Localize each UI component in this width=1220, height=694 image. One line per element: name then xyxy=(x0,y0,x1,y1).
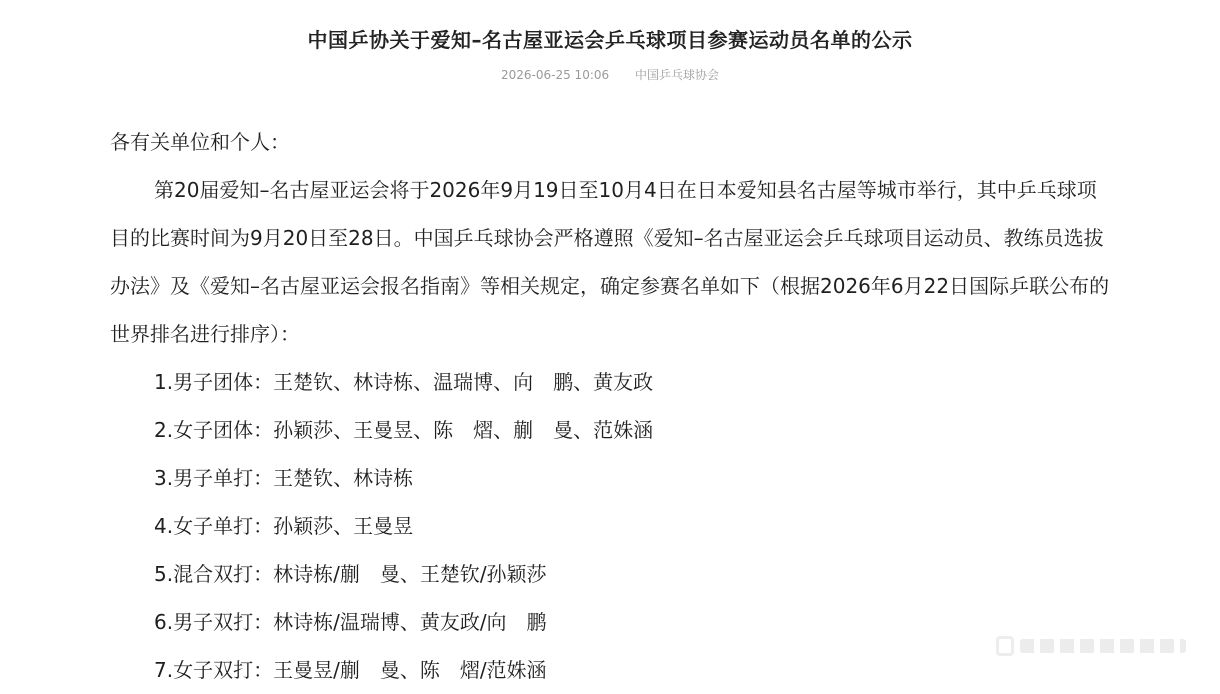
watermark xyxy=(996,632,1186,660)
list-item: 4.女子单打：孙颖莎、王曼昱 xyxy=(154,514,414,538)
article-source: 中国乒乓球协会 xyxy=(634,68,719,82)
list-item: 1.男子团体：王楚钦、林诗栋、温瑞博、向 鹏、黄友政 xyxy=(154,370,654,394)
entry-list xyxy=(110,358,1110,694)
list-item: 6.男子双打：林诗栋/温瑞博、黄友政/向 鹏 xyxy=(154,610,547,634)
list-item: 5.混合双打：林诗栋/蒯 曼、王楚钦/孙颖莎 xyxy=(154,562,547,586)
publish-date: 2026-06-25 10:06 xyxy=(501,68,610,82)
list-item: 7.女子双打：王曼昱/蒯 曼、陈 熠/范姝涵 xyxy=(154,658,547,682)
greeting: 各有关单位和个人： xyxy=(110,130,290,154)
watermark-mark xyxy=(1020,639,1186,653)
list-item: 2.女子团体：孙颖莎、王曼昱、陈 熠、蒯 曼、范姝涵 xyxy=(154,418,654,442)
list-item: 3.男子单打：王楚钦、林诗栋 xyxy=(154,466,414,490)
watermark-logo-icon xyxy=(996,636,1014,656)
article-title: 中国乒协关于爱知–名古屋亚运会乒乓球项目参赛运动员名单的公示 xyxy=(307,28,913,52)
intro-paragraph: 第20届爱知–名古屋亚运会将于2026年9月19日至10月4日在日本爱知县名古屋等城市举行，其中乒乓球项目的比赛时间为9月20日至28日。中国乒乓球协会严格遵照《爱知–名古屋亚运会乒乓球项目运动员、教练员选拔办法》及《爱知–名古屋亚运会报名指南》等相关规定，确定参赛名单如下（根据2026年6月22日国际乒联公布的世界排名进行排序）： xyxy=(110,178,1110,346)
article-meta xyxy=(0,66,1220,83)
article-body xyxy=(110,118,1110,694)
